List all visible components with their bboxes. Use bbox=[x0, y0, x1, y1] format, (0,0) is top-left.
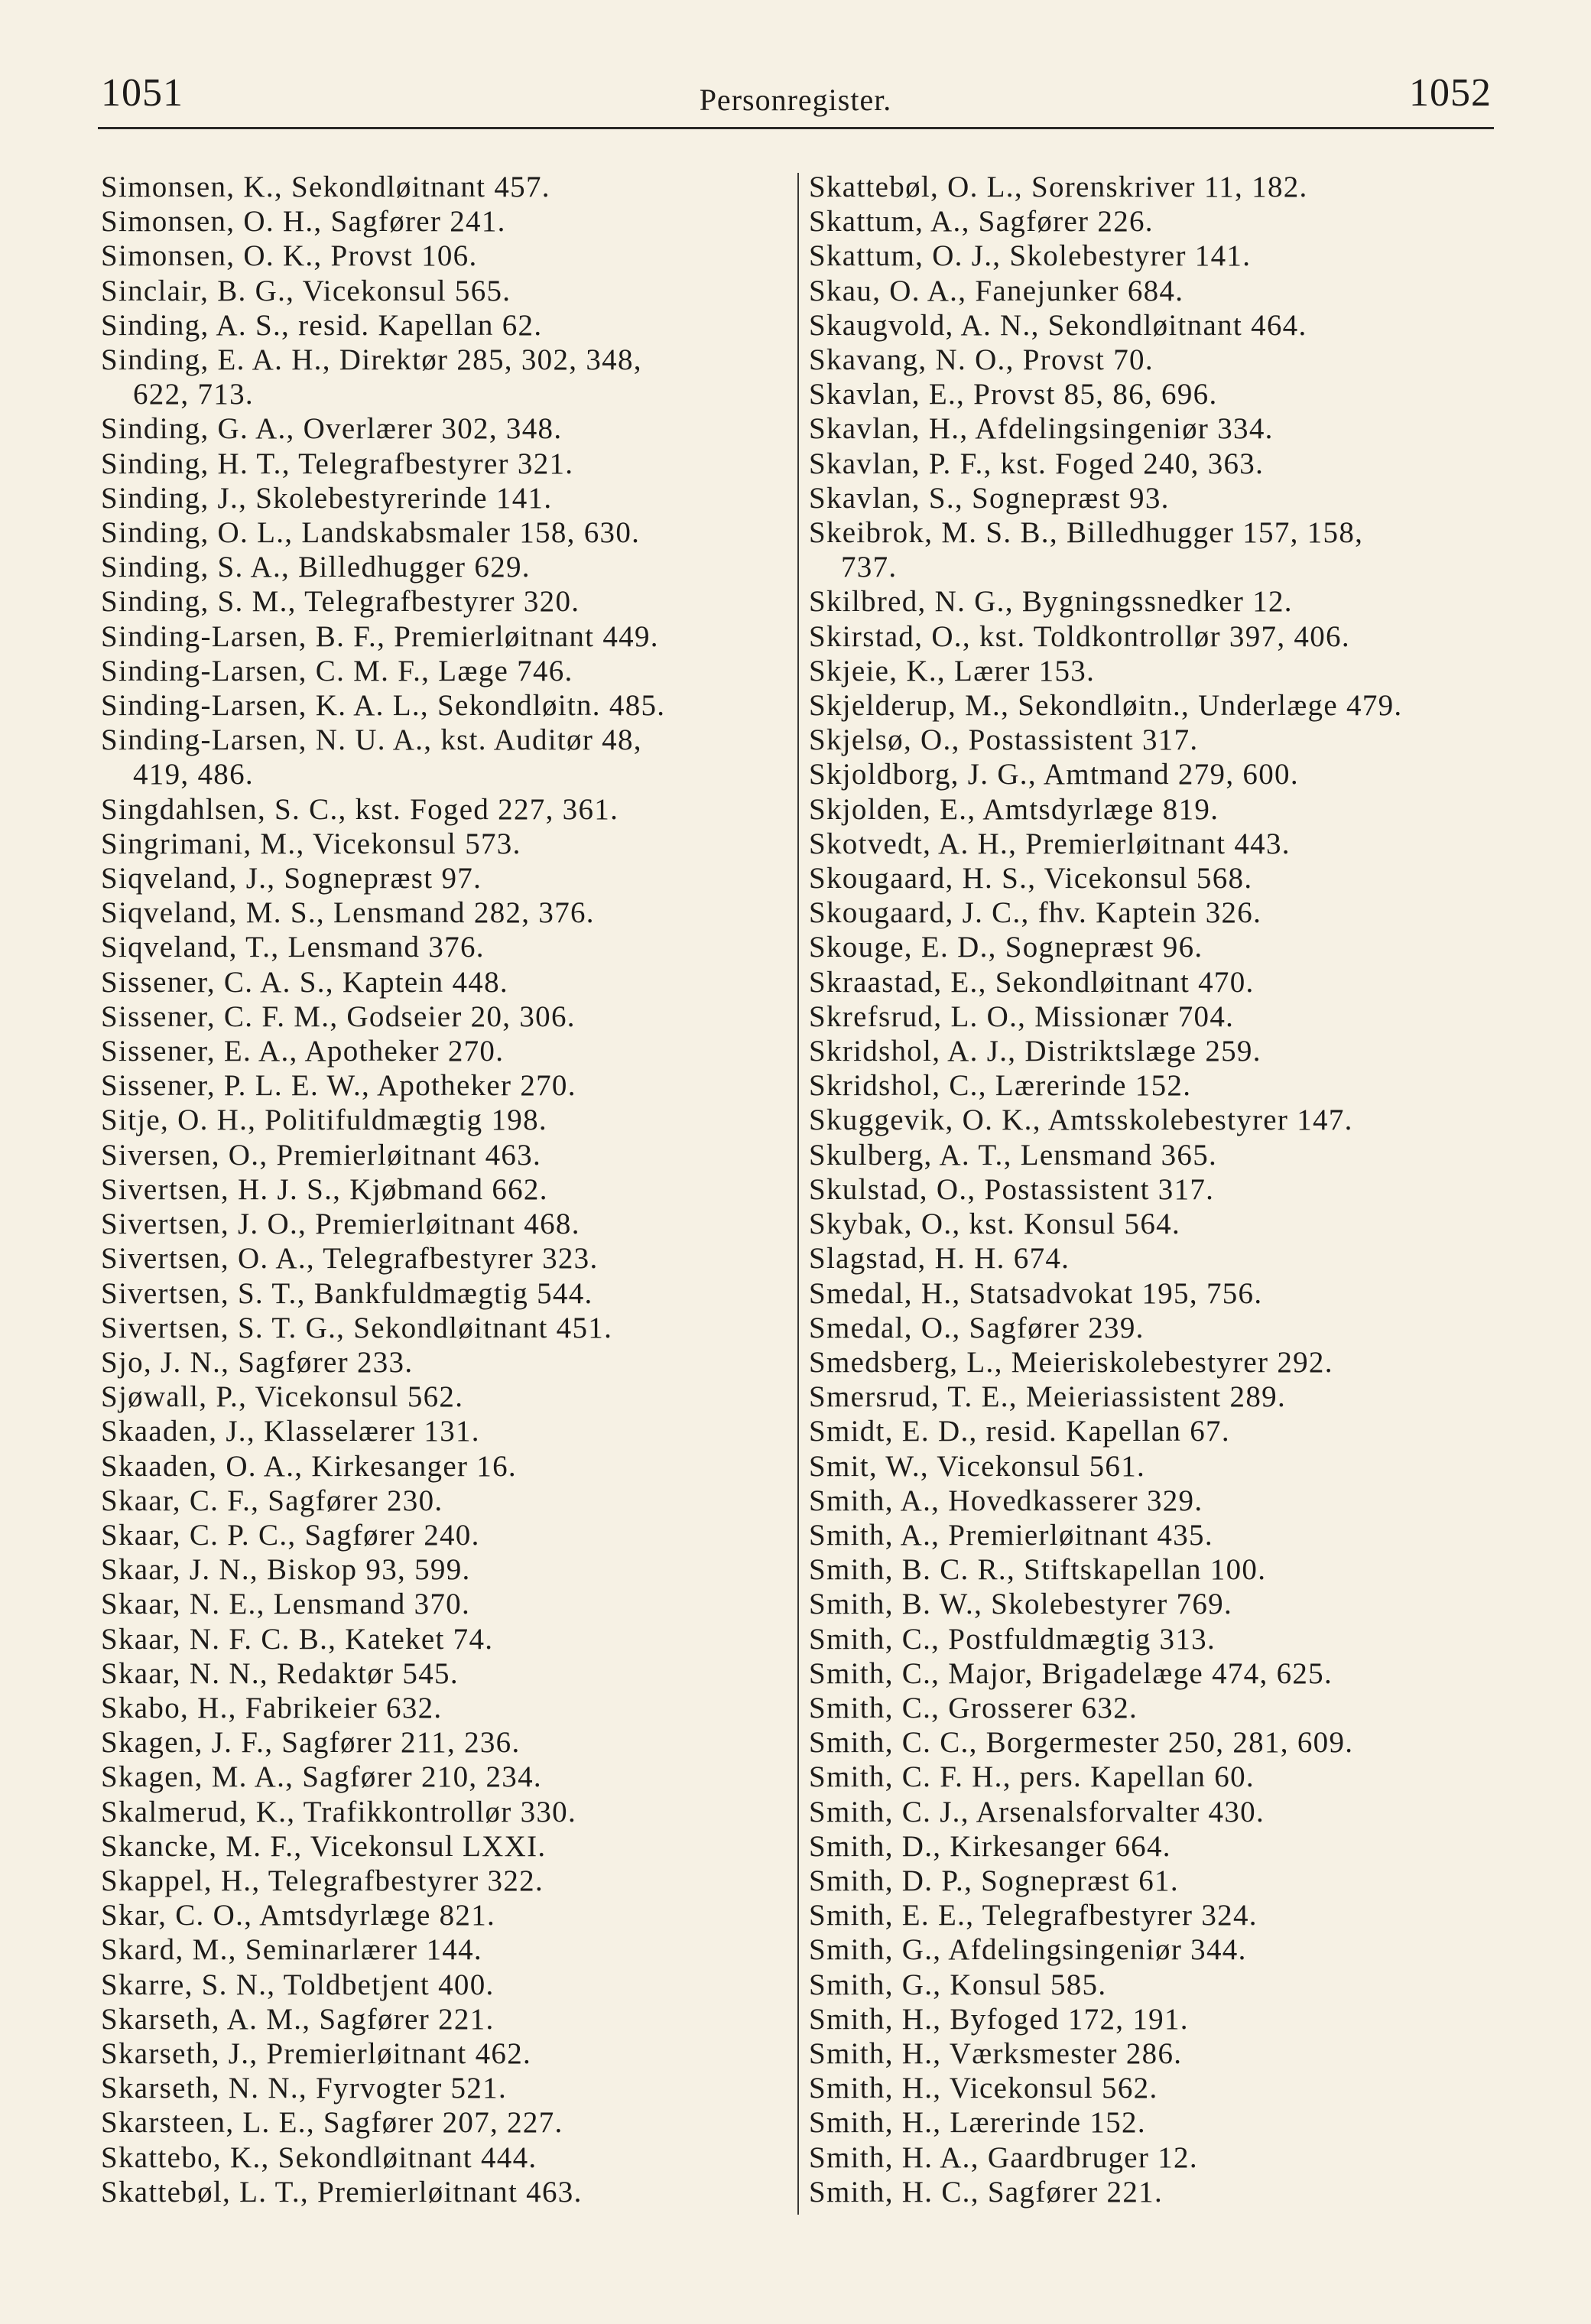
register-entry: Skau, O. A., Fanejunker 684. bbox=[809, 274, 1184, 307]
register-entry: Skulstad, O., Postassistent 317. bbox=[809, 1172, 1215, 1206]
register-entry: Siqveland, T., Lensmand 376. bbox=[101, 931, 485, 964]
register-entry: Simonsen, O. H., Sagfører 241. bbox=[101, 205, 506, 239]
register-entry: Skaar, C. P. C., Sagfører 240. bbox=[101, 1518, 480, 1552]
register-entry: Skavlan, P. F., kst. Foged 240, 363. bbox=[809, 447, 1265, 480]
register-entry: Skaar, N. N., Redaktør 545. bbox=[101, 1656, 459, 1690]
register-entry: Skilbred, N. G., Bygningssnedker 12. bbox=[809, 585, 1293, 619]
register-entry: Skavlan, H., Afdelingsingeniør 334. bbox=[809, 412, 1274, 446]
register-entry: Sivertsen, H. J. S., Kjøbmand 662. bbox=[101, 1172, 548, 1206]
register-entry: Simonsen, O. K., Provst 106. bbox=[101, 239, 478, 273]
register-entry: Skaaden, J., Klasselærer 131. bbox=[101, 1415, 480, 1448]
register-entry: Sivertsen, S. T., Bankfuldmægtig 544. bbox=[101, 1276, 593, 1310]
register-entry: Skarseth, N. N., Fyrvogter 521. bbox=[101, 2072, 507, 2105]
register-entry: Sinding-Larsen, C. M. F., Læge 746. bbox=[101, 654, 573, 687]
register-entry: Sissener, P. L. E. W., Apotheker 270. bbox=[101, 1069, 576, 1103]
register-entry: Skulberg, A. T., Lensmand 365. bbox=[809, 1138, 1218, 1172]
register-entry: Sjøwall, P., Vicekonsul 562. bbox=[101, 1380, 464, 1414]
register-entry: Skridshol, C., Lærerinde 152. bbox=[809, 1069, 1192, 1103]
register-entry: Sitje, O. H., Politifuldmægtig 198. bbox=[101, 1103, 547, 1137]
register-entry: Skraastad, E., Sekondløitnant 470. bbox=[809, 965, 1255, 999]
register-entry: Smidt, E. D., resid. Kapellan 67. bbox=[809, 1415, 1230, 1448]
register-entry: Smith, C., Major, Brigadelæge 474, 625. bbox=[809, 1656, 1333, 1690]
register-entry: Skjelderup, M., Sekondløitn., Underlæge 479. bbox=[809, 689, 1403, 723]
register-entry: Sinding, H. T., Telegrafbestyrer 321. bbox=[101, 447, 574, 480]
register-entry: Smit, W., Vicekonsul 561. bbox=[809, 1449, 1146, 1483]
register-entry: Skirstad, O., kst. Toldkontrollør 397, 406. bbox=[809, 619, 1350, 653]
register-entry: Smith, H. A., Gaardbruger 12. bbox=[809, 2140, 1198, 2174]
register-entry: Skabo, H., Fabrikeier 632. bbox=[101, 1691, 443, 1724]
page-title: Personregister. bbox=[699, 83, 892, 117]
register-entry: Skybak, O., kst. Konsul 564. bbox=[809, 1208, 1181, 1241]
register-entry: Sinding, A. S., resid. Kapellan 62. bbox=[101, 308, 543, 342]
register-entry: Sivertsen, S. T. G., Sekondløitnant 451. bbox=[101, 1311, 613, 1344]
register-entry: Skattum, O. J., Skolebestyrer 141. bbox=[809, 239, 1252, 273]
register-entry: Sinding, S. M., Telegrafbestyrer 320. bbox=[101, 585, 580, 619]
register-entry: Skougaard, J. C., fhv. Kaptein 326. bbox=[809, 896, 1262, 930]
register-entry: Skar, C. O., Amtsdyrlæge 821. bbox=[101, 1899, 496, 1932]
register-entry: Sinclair, B. G., Vicekonsul 565. bbox=[101, 274, 511, 307]
register-entry: Skrefsrud, L. O., Missionær 704. bbox=[809, 999, 1235, 1033]
register-entry-continuation: 622, 713. bbox=[133, 378, 254, 411]
register-entry: Smith, C., Postfuldmægtig 313. bbox=[809, 1622, 1216, 1656]
register-entry: Skeibrok, M. S. B., Billedhugger 157, 158, bbox=[809, 516, 1364, 550]
register-entry: Sinding-Larsen, B. F., Premierløitnant 449. bbox=[101, 619, 659, 653]
right-column bbox=[809, 170, 1497, 2209]
register-entry: Skarseth, J., Premierløitnant 462. bbox=[101, 2036, 532, 2070]
right-page-number: 1052 bbox=[1409, 71, 1492, 115]
register-entry: Singrimani, M., Vicekonsul 573. bbox=[101, 827, 521, 860]
register-entry: Siversen, O., Premierløitnant 463. bbox=[101, 1138, 542, 1172]
register-entry: Skattebo, K., Sekondløitnant 444. bbox=[101, 2140, 537, 2174]
header-rule bbox=[98, 127, 1494, 129]
register-entry: Smith, H., Byfoged 172, 191. bbox=[809, 2002, 1189, 2036]
register-entry: Simonsen, K., Sekondløitnant 457. bbox=[101, 171, 550, 203]
register-entry: Skjeie, K., Lærer 153. bbox=[809, 654, 1096, 687]
register-entry: Skjoldborg, J. G., Amtmand 279, 600. bbox=[809, 758, 1299, 791]
register-entry: Skavlan, S., Sognepræst 93. bbox=[809, 481, 1170, 515]
register-entry: Smith, C. F. H., pers. Kapellan 60. bbox=[809, 1760, 1255, 1794]
register-entry: Sissener, E. A., Apotheker 270. bbox=[101, 1035, 505, 1068]
register-entry: Siqveland, M. S., Lensmand 282, 376. bbox=[101, 896, 595, 930]
register-entry-continuation: 419, 486. bbox=[133, 758, 254, 791]
register-entry: Smith, C. C., Borgermester 250, 281, 609. bbox=[809, 1726, 1354, 1760]
column-divider bbox=[797, 173, 799, 2215]
register-entry: Skard, M., Seminarlærer 144. bbox=[101, 1933, 482, 1967]
register-entry: Sjo, J. N., Sagfører 233. bbox=[101, 1345, 414, 1379]
register-entry: Skougaard, H. S., Vicekonsul 568. bbox=[809, 862, 1253, 895]
register-entry: Smith, C., Grosserer 632. bbox=[809, 1691, 1138, 1724]
register-entry: Sivertsen, O. A., Telegrafbestyrer 323. bbox=[101, 1242, 599, 1276]
register-entry: Smith, B. W., Skolebestyrer 769. bbox=[809, 1588, 1233, 1621]
register-entry: Siqveland, J., Sognepræst 97. bbox=[101, 862, 482, 895]
register-entry: Skjolden, E., Amtsdyrlæge 819. bbox=[809, 792, 1219, 826]
register-entry: Smith, G., Afdelingsingeniør 344. bbox=[809, 1933, 1247, 1967]
register-entry: Skaar, C. F., Sagfører 230. bbox=[101, 1484, 443, 1517]
register-entry: Sinding-Larsen, N. U. A., kst. Auditør 48, bbox=[101, 723, 642, 757]
register-entry: Smith, H., Værksmester 286. bbox=[809, 2036, 1183, 2070]
register-entry: Smith, A., Premierløitnant 435. bbox=[809, 1518, 1213, 1552]
register-entry: Skaugvold, A. N., Sekondløitnant 464. bbox=[809, 308, 1307, 342]
register-entry: Skuggevik, O. K., Amtsskolebestyrer 147. bbox=[809, 1103, 1353, 1137]
register-entry: Sinding, G. A., Overlærer 302, 348. bbox=[101, 412, 563, 446]
register-entry: Slagstad, H. H. 674. bbox=[809, 1242, 1070, 1276]
register-entry: Skaar, N. E., Lensmand 370. bbox=[101, 1588, 471, 1621]
register-entry: Skaar, N. F. C. B., Kateket 74. bbox=[101, 1622, 494, 1656]
register-entry: Sissener, C. F. M., Godseier 20, 306. bbox=[101, 999, 576, 1033]
register-entry: Skridshol, A. J., Distriktslæge 259. bbox=[809, 1035, 1261, 1068]
register-entry: Skouge, E. D., Sognepræst 96. bbox=[809, 931, 1203, 964]
register-entry: Skaar, J. N., Biskop 93, 599. bbox=[101, 1553, 471, 1587]
register-entry: Smith, B. C. R., Stiftskapellan 100. bbox=[809, 1553, 1267, 1587]
register-entry: Skarre, S. N., Toldbetjent 400. bbox=[101, 1968, 495, 2001]
register-entry: Skarsteen, L. E., Sagfører 207, 227. bbox=[101, 2106, 563, 2140]
left-column bbox=[101, 170, 793, 2209]
register-entry: Skjelsø, O., Postassistent 317. bbox=[809, 723, 1199, 757]
register-entry: Skappel, H., Telegrafbestyrer 322. bbox=[101, 1864, 544, 1897]
register-entry: Sinding, S. A., Billedhugger 629. bbox=[101, 551, 531, 584]
register-entry: Smith, H., Vicekonsul 562. bbox=[809, 2072, 1158, 2105]
register-entry: Smith, H. C., Sagfører 221. bbox=[809, 2175, 1163, 2209]
register-entry: Skancke, M. F., Vicekonsul LXXI. bbox=[101, 1829, 547, 1863]
register-entry: Skavlan, E., Provst 85, 86, 696. bbox=[809, 378, 1218, 411]
register-entry: Sissener, C. A. S., Kaptein 448. bbox=[101, 965, 508, 999]
register-entry: Smith, H., Lærerinde 152. bbox=[809, 2106, 1146, 2140]
register-entry: Smith, E. E., Telegrafbestyrer 324. bbox=[809, 1899, 1258, 1932]
register-entry-continuation: 737. bbox=[841, 551, 898, 584]
register-entry: Smedal, O., Sagfører 239. bbox=[809, 1311, 1145, 1344]
register-entry: Sinding, J., Skolebestyrerinde 141. bbox=[101, 481, 553, 515]
register-entry: Sinding, E. A. H., Direktør 285, 302, 348, bbox=[101, 343, 642, 377]
register-entry: Sinding-Larsen, K. A. L., Sekondløitn. 485. bbox=[101, 689, 666, 723]
left-page-number: 1051 bbox=[101, 71, 183, 115]
register-entry: Smith, G., Konsul 585. bbox=[809, 1968, 1107, 2001]
register-entry: Smedal, H., Statsadvokat 195, 756. bbox=[809, 1276, 1263, 1310]
register-entry: Smedsberg, L., Meieriskolebestyrer 292. bbox=[809, 1345, 1333, 1379]
register-entry: Sivertsen, J. O., Premierløitnant 468. bbox=[101, 1208, 580, 1241]
register-entry: Skotvedt, A. H., Premierløitnant 443. bbox=[809, 827, 1291, 860]
register-entry: Skagen, M. A., Sagfører 210, 234. bbox=[101, 1760, 542, 1794]
register-entry: Sinding, O. L., Landskabsmaler 158, 630. bbox=[101, 516, 641, 550]
register-entry: Skattum, A., Sagfører 226. bbox=[809, 205, 1154, 239]
register-entry: Skattebøl, L. T., Premierløitnant 463. bbox=[101, 2175, 583, 2209]
register-entry: Singdahlsen, S. C., kst. Foged 227, 361. bbox=[101, 792, 619, 826]
register-entry: Smersrud, T. E., Meieriassistent 289. bbox=[809, 1380, 1286, 1414]
register-entry: Smith, D., Kirkesanger 664. bbox=[809, 1829, 1171, 1863]
register-entry: Skarseth, A. M., Sagfører 221. bbox=[101, 2002, 495, 2036]
register-entry: Skattebøl, O. L., Sorenskriver 11, 182. bbox=[809, 171, 1308, 203]
register-entry: Skaaden, O. A., Kirkesanger 16. bbox=[101, 1449, 517, 1483]
register-entry: Skalmerud, K., Trafikkontrollør 330. bbox=[101, 1795, 577, 1828]
register-entry: Skagen, J. F., Sagfører 211, 236. bbox=[101, 1726, 521, 1760]
register-entry: Skavang, N. O., Provst 70. bbox=[809, 343, 1154, 377]
register-entry: Smith, D. P., Sognepræst 61. bbox=[809, 1864, 1179, 1897]
register-entry: Smith, A., Hovedkasserer 329. bbox=[809, 1484, 1203, 1517]
register-entry: Smith, C. J., Arsenalsforvalter 430. bbox=[809, 1795, 1265, 1828]
